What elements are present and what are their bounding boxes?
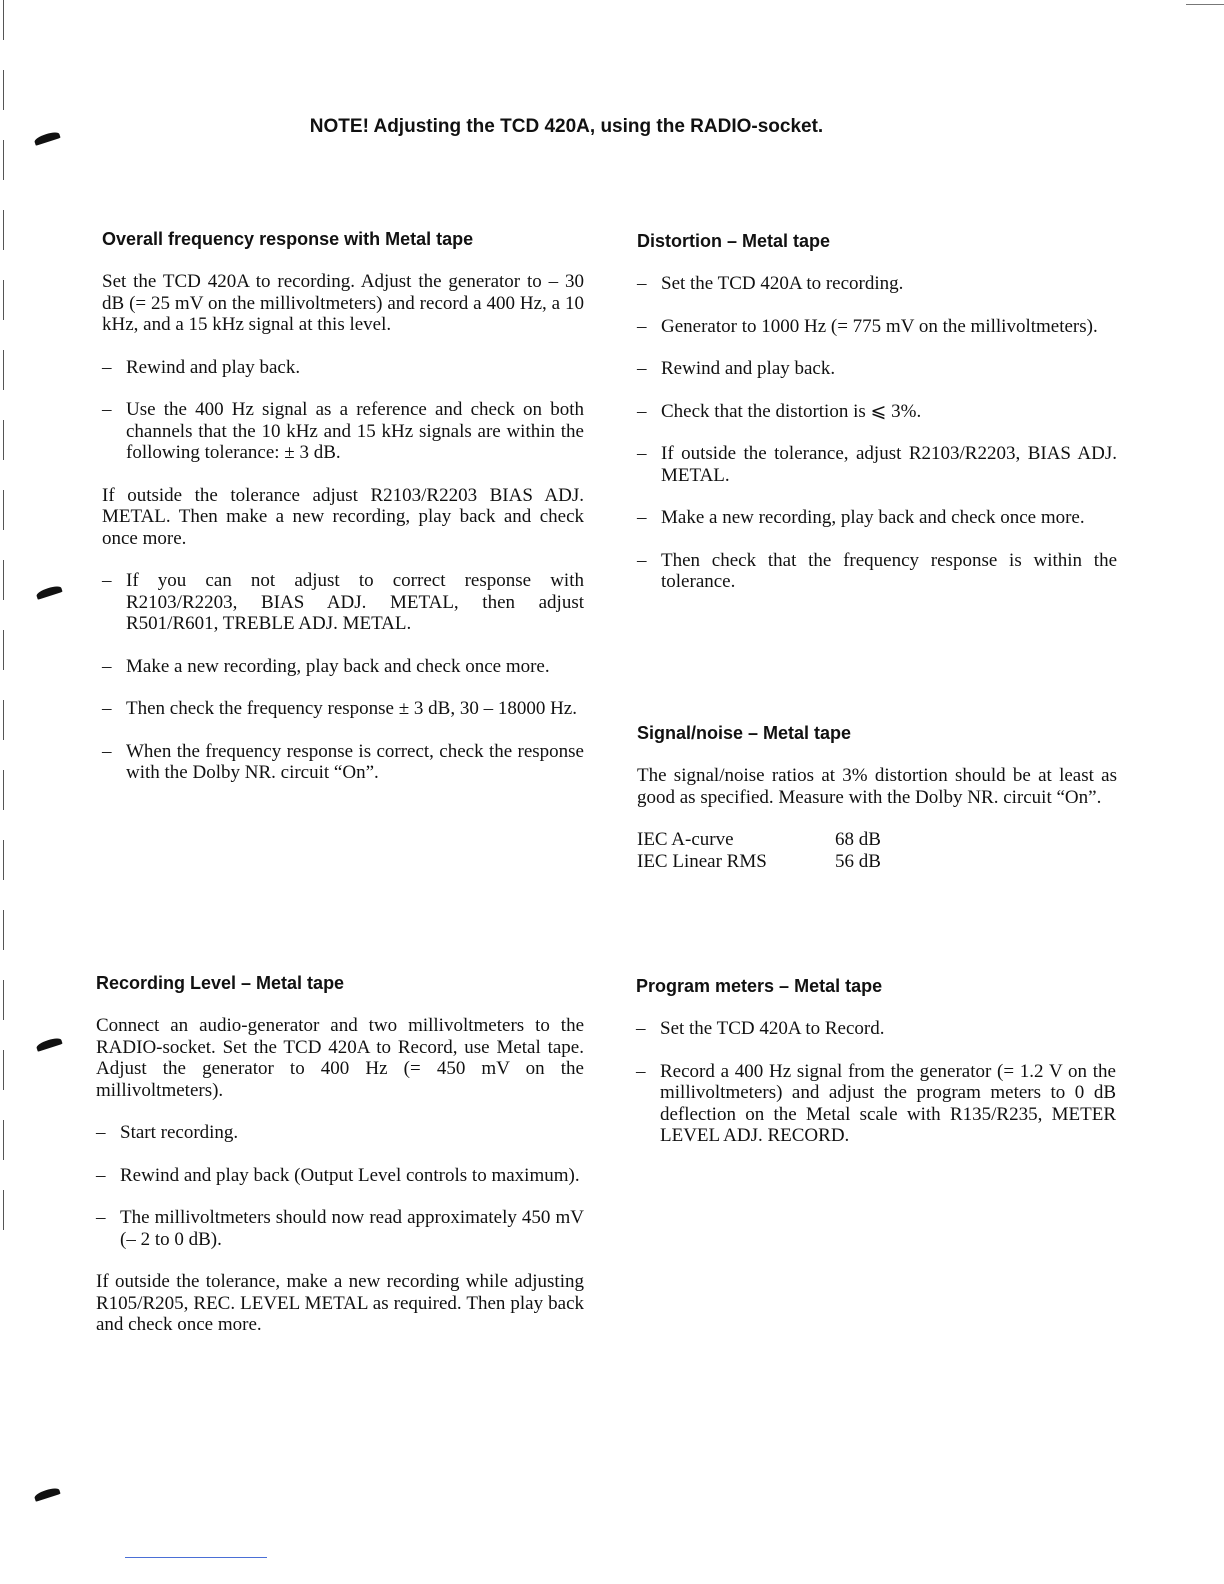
- list-item: [637, 507, 1117, 529]
- section-heading: Recording Level – Metal tape: [96, 973, 345, 993]
- dash-marker: –: [637, 507, 647, 528]
- section-heading: Distortion – Metal tape: [637, 231, 831, 251]
- paragraph: The signal/noise ratios at 3% distortion should be at least as good as specified. Measure with the Dolby NR. circuit “On”.: [637, 765, 1117, 808]
- dash-marker: –: [102, 655, 112, 677]
- dash-marker: –: [637, 549, 647, 571]
- list-item: [102, 698, 584, 720]
- scan-mark: [33, 1486, 60, 1502]
- list-item: [102, 570, 584, 635]
- scan-top-rule: [1186, 4, 1224, 5]
- list-item-text: Then check that the frequency response is within the tolerance.: [661, 549, 1117, 592]
- list-item-text: When the frequency response is correct, check the response with the Dolby NR. circuit “On”.: [126, 740, 584, 783]
- list-item: [637, 443, 1117, 486]
- list-item: [102, 399, 584, 464]
- list-item: [637, 401, 1117, 423]
- dash-marker: –: [636, 1018, 646, 1039]
- list-item-text: Set the TCD 420A to Record.: [660, 1018, 885, 1039]
- paragraph: Set the TCD 420A to recording. Adjust the generator to – 30 dB (= 25 mV on the millivoltmeters) and record a 400 Hz, a 10 kHz, and a 15 kHz signal at this level.: [102, 271, 584, 335]
- paragraph: If outside the tolerance adjust R2103/R2203 BIAS ADJ. METAL. Then make a new recording, play back and check once more.: [102, 484, 584, 549]
- spec-table: [637, 829, 881, 873]
- list-item: [636, 1061, 1116, 1147]
- dash-marker: –: [96, 1207, 106, 1228]
- scan-mark: [35, 1036, 62, 1052]
- list-item-text: Rewind and play back.: [126, 356, 301, 378]
- dash-marker: –: [102, 570, 112, 591]
- list-item: [637, 550, 1117, 593]
- list-item-text: Use the 400 Hz signal as a reference and check on both channels that the 10 kHz and 15 kHz signals are within the following tolerance: ± 3 dB.: [126, 399, 584, 463]
- dash-marker: –: [102, 740, 112, 762]
- list-item-text: Then check the frequency response ± 3 dB, 30 – 18000 Hz.: [126, 698, 577, 719]
- list-item-text: The millivoltmeters should now read approximately 450 mV (– 2 to 0 dB).: [120, 1207, 584, 1250]
- spec-label: IEC A-curve: [637, 829, 734, 850]
- list-item-text: If you can not adjust to correct response with R2103/R2203, BIAS ADJ. METAL, then adjust R501/R601, TREBLE ADJ. METAL.: [126, 570, 584, 634]
- dash-marker: –: [102, 356, 112, 378]
- list-item: [637, 358, 1117, 380]
- scan-edge-line: [3, 0, 4, 1250]
- list-item-text: Check that the distortion is ⩽ 3%.: [661, 400, 922, 422]
- section-heading: Program meters – Metal tape: [636, 976, 883, 996]
- list-item: [102, 656, 584, 678]
- bottom-underline: [125, 1557, 267, 1558]
- section-recording-level: [96, 971, 584, 1357]
- list-item: [102, 741, 584, 784]
- list-item: [96, 1165, 584, 1187]
- dash-marker: –: [637, 358, 647, 379]
- table-row: [637, 851, 881, 873]
- section-heading: Signal/noise – Metal tape: [637, 723, 852, 743]
- table-row: [637, 829, 881, 851]
- paragraph: If outside the tolerance, make a new recording while adjusting R105/R205, REC. LEVEL METAL as required. Then play back and check once more.: [96, 1271, 584, 1335]
- list-item-text: Generator to 1000 Hz (= 775 mV on the millivoltmeters).: [661, 315, 1098, 337]
- list-item: [96, 1122, 584, 1144]
- dash-marker: –: [637, 443, 647, 464]
- list-item: [102, 357, 584, 379]
- dash-marker: –: [96, 1164, 106, 1186]
- dash-marker: –: [637, 315, 647, 337]
- section-signal-noise: [637, 721, 1117, 873]
- section-distortion: [637, 229, 1117, 614]
- dash-marker: –: [637, 400, 647, 422]
- list-item-text: Start recording.: [120, 1122, 239, 1143]
- dash-marker: –: [102, 698, 112, 719]
- list-item: [637, 273, 1117, 295]
- section-heading: Overall frequency response with Metal tape: [102, 229, 474, 249]
- section-program-meters: [636, 974, 1116, 1168]
- list-item-text: Rewind and play back (Output Level controls to maximum).: [120, 1164, 580, 1186]
- page-title: NOTE! Adjusting the TCD 420A, using the RADIO-socket.: [309, 116, 824, 137]
- list-item-text: Make a new recording, play back and check once more.: [126, 655, 550, 677]
- dash-marker: –: [636, 1060, 646, 1082]
- list-item-text: Set the TCD 420A to recording.: [661, 273, 904, 294]
- spec-label: IEC Linear RMS: [637, 851, 767, 872]
- dash-marker: –: [102, 399, 112, 420]
- dash-marker: –: [96, 1122, 106, 1143]
- paragraph: Connect an audio-generator and two millivoltmeters to the RADIO-socket. Set the TCD 420A to Record, use Metal tape. Adjust the generator to 400 Hz (= 450 mV on the millivoltmeters).: [96, 1015, 584, 1101]
- scan-mark: [35, 584, 62, 600]
- list-item: [636, 1018, 1116, 1040]
- section-frequency-response: [102, 227, 584, 805]
- list-item-text: Rewind and play back.: [661, 358, 836, 379]
- list-item-text: If outside the tolerance, adjust R2103/R2203, BIAS ADJ. METAL.: [661, 443, 1117, 486]
- list-item-text: Record a 400 Hz signal from the generator (= 1.2 V on the millivoltmeters) and adjust the program meters to 0 dB deflection on the Metal scale with R135/R235, METER LEVEL ADJ. RECORD.: [660, 1060, 1116, 1146]
- list-item-text: Make a new recording, play back and check once more.: [661, 507, 1085, 528]
- list-item: [96, 1207, 584, 1250]
- dash-marker: –: [637, 273, 647, 294]
- list-item: [637, 316, 1117, 338]
- spec-value: 56 dB: [835, 851, 881, 872]
- spec-value: 68 dB: [835, 829, 881, 850]
